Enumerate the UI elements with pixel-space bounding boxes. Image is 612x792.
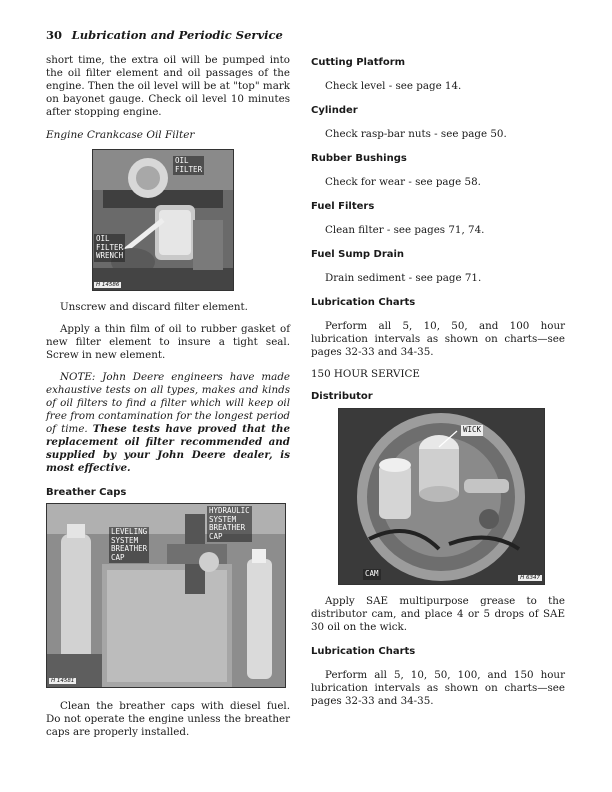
page-number: 30 — [46, 28, 63, 42]
distributor-image — [339, 409, 544, 584]
cylinder-text: Check rasp-bar nuts - see page 50. — [325, 128, 507, 140]
service-150-heading: 150 HOUR SERVICE — [311, 368, 420, 380]
lubrication-charts-text-2: Perform all 5, 10, 50, 100, and 150 hour lubrication intervals as shown on charts—see pages 32-33 and 34-35. — [311, 669, 565, 707]
distributor-photo — [338, 408, 545, 585]
clean-breather-paragraph: Clean the breather caps with diesel fuel. Do not operate the engine unless the breather caps are properly installed. — [46, 700, 290, 738]
wick-label: WICK — [463, 425, 482, 434]
lubrication-charts-heading-2: Lubrication Charts — [311, 646, 416, 657]
apply-grease-paragraph: Apply SAE multipurpose grease to the distributor cam, and place 4 or 5 drops of SAE 30 oil on the wick. — [311, 595, 565, 633]
oil-filter-label: OIL FILTER — [175, 156, 203, 174]
lubrication-charts-heading-1: Lubrication Charts — [311, 297, 416, 308]
photo-id-2: H 14581 — [51, 678, 75, 684]
rubber-bushings-heading: Rubber Bushings — [311, 153, 407, 164]
oil-filter-wrench-label: OIL FILTER WRENCH — [96, 234, 124, 260]
rubber-bushings-text: Check for wear - see page 58. — [325, 176, 481, 188]
distributor-heading: Distributor — [311, 391, 373, 402]
note-paragraph — [46, 371, 290, 475]
intro-paragraph: short time, the extra oil will be pumped into the oil filter element and oil passages of the engine. Then the oil level will be at "top" mark on bayonet gauge. Check oil level 10 minutes after stopping engine. — [46, 54, 290, 118]
right-column — [311, 54, 565, 708]
photo-id-1: H 14586 — [96, 282, 120, 288]
note-part1: NOTE: John Deere engineers have made exhaustive tests on all types, makes and kinds of oil filters to find a filter which will keep oil free from contamination for the longest period of time. — [46, 371, 290, 435]
note-part2: These tests have proved that the replacement oil filter recommended and supplied by your John Deere dealer, is most effective. — [46, 423, 290, 474]
page-running-title: Lubrication and Periodic Service — [71, 28, 283, 42]
cutting-platform-heading: Cutting Platform — [311, 57, 406, 68]
fuel-filters-text: Clean filter - see pages 71, 74. — [325, 224, 485, 236]
cutting-platform-text: Check level - see page 14. — [325, 80, 462, 92]
apply-film-paragraph: Apply a thin film of oil to rubber gasket of new filter element to insure a tight seal. Screw in new element. — [46, 323, 290, 361]
page-header — [46, 28, 283, 42]
fuel-sump-heading: Fuel Sump Drain — [311, 249, 405, 260]
breather-caps-photo — [46, 503, 286, 688]
cylinder-heading: Cylinder — [311, 105, 358, 116]
unscrew-paragraph: Unscrew and discard filter element. — [60, 301, 248, 313]
cam-label: CAM — [365, 569, 379, 578]
hydraulic-breather-label: HYDRAULIC SYSTEM BREATHER CAP — [209, 506, 250, 541]
oil-filter-image — [93, 150, 233, 290]
breather-caps-heading: Breather Caps — [46, 487, 127, 498]
lubrication-charts-text-1: Perform all 5, 10, 50, and 100 hour lubrication intervals as shown on charts—see pages 32-33 and 34-35. — [311, 320, 565, 358]
leveling-breather-label: LEVELING SYSTEM BREATHER CAP — [111, 527, 148, 562]
photo-id-3: H 6347 — [520, 575, 540, 581]
oil-filter-photo — [92, 149, 234, 291]
oil-filter-caption: Engine Crankcase Oil Filter — [46, 129, 195, 141]
fuel-sump-text: Drain sediment - see page 71. — [325, 272, 482, 284]
fuel-filters-heading: Fuel Filters — [311, 201, 375, 212]
left-column — [46, 54, 290, 739]
